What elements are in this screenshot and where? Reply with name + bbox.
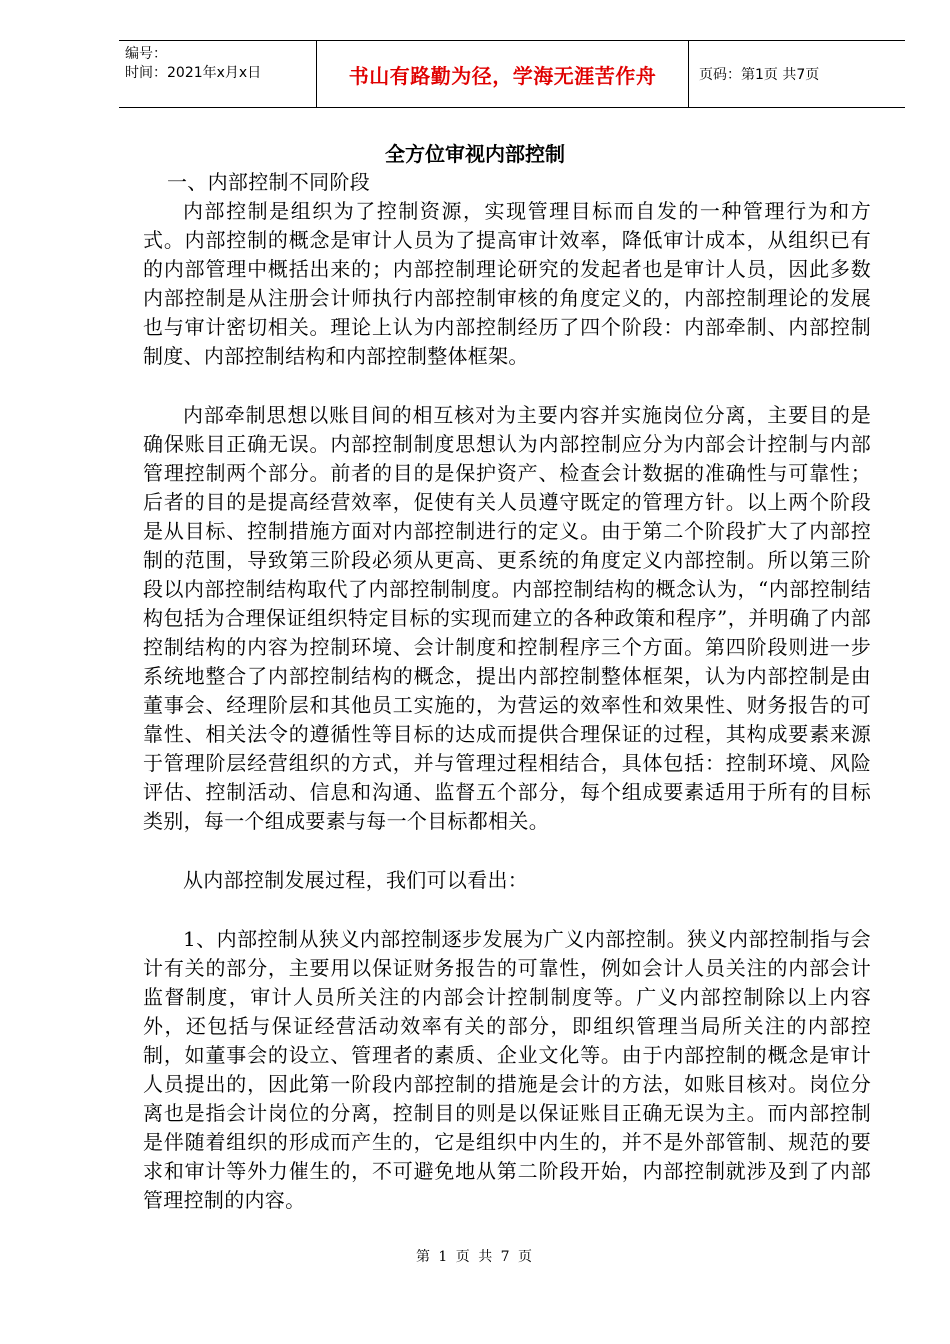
document-number-label: 编号： — [125, 46, 167, 62]
paragraph-intro: 内部控制是组织为了控制资源，实现管理目标而自发的一种管理行为和方式。内部控制的概念是审计人员为了提高审计效率，降低审计成本，从组织已有的内部管理中概括出来的；内部控制理论研究的发起者也是审计人员，因此多数内部控制是从注册会计师执行内部控制审核的角度定义的，内部控制理论的发展也与审计密切相关。理论上认为内部控制经历了四个阶段：内部牵制、内部控制制度、内部控制结构和内部控制整体框架。 — [143, 199, 871, 368]
paragraph-stages: 内部牵制思想以账目间的相互核对为主要内容并实施岗位分离，主要目的是确保账目正确无误。内部控制制度思想认为内部控制应分为内部会计控制与内部管理控制两个部分。前者的目的是保护资产、检查会计数据的准确性与可靠性；后者的目的是提高经营效率，促使有关人员遵守既定的管理方针。以上两个阶段是从目标、控制措施方面对内部控制进行的定义。由于第二个阶段扩大了内部控制的范围，导致第三阶段必须从更高、更系统的角度定义内部控制。所以第三阶段以内部控制结构取代了内部控制制度。内部控制结构的概念认为，“内部控制结构包括为合理保证组织特定目标的实现而建立的各种政策和程序”，并明确了内部控制结构的内容为控制环境、会计制度和控制程序三个方面。第四阶段则进一步系统地整合了内部控制结构的概念，提出内部控制整体框架，认为内部控制是由董事会、经理阶层和其他员工实施的，为营运的效率性和效果性、财务报告的可靠性、相关法令的遵循性等目标的达成而提供合理保证的过程，其构成要素来源于管理阶层经营组织的方式，并与管理过程相结合，具体包括：控制环境、风险评估、控制活动、信息和沟通、监督五个部分，每个组成要素适用于所有的目标类别，每一个组成要素与每一个目标都相关。 — [143, 403, 871, 833]
document-title: 全方位审视内部控制 — [385, 142, 565, 166]
header-meta-cell — [119, 41, 317, 107]
paragraph-point-1: 1、内部控制从狭义内部控制逐步发展为广义内部控制。狭义内部控制指与会计有关的部分，主要用以保证财务报告的可靠性，例如会计人员关注的内部会计监督制度，审计人员所关注的内部会计控制制度等。广义内部控制除以上内容外，还包括与保证经营活动效率有关的部分，即组织管理当局所关注的内部控制，如董事会的设立、管理者的素质、企业文化等。由于内部控制的概念是审计人员提出的，因此第一阶段内部控制的措施是会计的方法，如账目核对。岗位分离也是指会计岗位的分离，控制目的则是以保证账目正确无误为主。而内部控制是伴随着组织的形成而产生的，它是组织中内生的，并不是外部管制、规范的要求和审计等外力催生的，不可避免地从第二阶段开始，内部控制就涉及到了内部管理控制的内容。 — [143, 927, 871, 1212]
document-header — [119, 40, 905, 108]
header-page-number: 页码：第1页 共7页 — [699, 67, 820, 83]
document-body — [143, 168, 871, 1215]
header-motto: 书山有路勤为径，学海无涯苦作舟 — [348, 63, 657, 88]
page-footer: 第 1 页 共 7 页 — [415, 1249, 535, 1265]
header-motto-cell — [317, 41, 689, 107]
document-time-label: 时间：2021年x月x日 — [125, 65, 262, 81]
paragraph-conclusion-lead: 从内部控制发展过程，我们可以看出： — [183, 868, 529, 892]
section-heading: 一、内部控制不同阶段 — [167, 170, 370, 194]
header-page-cell — [689, 41, 905, 107]
